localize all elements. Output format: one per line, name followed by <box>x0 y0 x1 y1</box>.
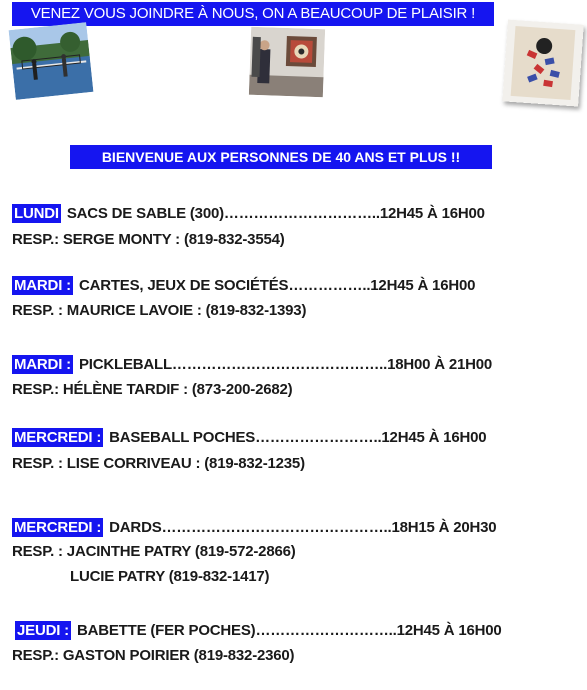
resp-line: RESP. : JACINTHE PATRY (819-572-2866) <box>12 543 296 560</box>
resp-line: RESP.: GASTON POIRIER (819-832-2360) <box>12 647 295 664</box>
resp-line: RESP.: HÉLÈNE TARDIF : (873-200-2682) <box>12 381 293 398</box>
schedule-line <box>15 621 502 641</box>
resp-line: RESP.: SERGE MONTY : (819-832-3554) <box>12 231 285 248</box>
schedule-line <box>12 428 486 448</box>
activity-text: PICKLEBALL……………………………………..18H00 À 21H00 <box>78 356 493 373</box>
outdoor-pickleball-photo <box>9 22 94 100</box>
header-banner: VENEZ VOUS JOINDRE À NOUS, ON A BEAUCOUP DE PLAISIR ! <box>12 2 494 26</box>
schedule-line <box>12 204 485 224</box>
activity-text: DARDS………………………………………..18H15 À 20H30 <box>109 519 497 536</box>
day-label: MARDI : <box>14 356 71 373</box>
cornhole-board-photo <box>502 19 584 106</box>
activity-text: CARTES, JEUX DE SOCIÉTÉS……………..12H45 À 16H00 <box>78 277 476 294</box>
day-label: MERCREDI : <box>14 519 102 536</box>
day-label: JEUDI : <box>17 622 69 639</box>
day-label: MARDI : <box>14 277 71 294</box>
activity-text: BASEBALL POCHES……………………..12H45 À 16H00 <box>109 429 487 446</box>
schedule-line <box>12 276 475 296</box>
resp-line: RESP. : MAURICE LAVOIE : (819-832-1393) <box>12 302 307 319</box>
resp-line-secondary: LUCIE PATRY (819-832-1417) <box>70 568 270 585</box>
resp-line: RESP. : LISE CORRIVEAU : (819-832-1235) <box>12 455 305 472</box>
day-label: LUNDI <box>14 205 59 222</box>
welcome-banner: BIENVENUE AUX PERSONNES DE 40 ANS ET PLUS !! <box>70 145 492 169</box>
day-label: MERCREDI : <box>14 429 102 446</box>
indoor-darts-photo <box>249 27 325 98</box>
schedule-line <box>12 355 492 375</box>
activity-text: SACS DE SABLE (300)…………………………..12H45 À 16H00 <box>66 205 485 222</box>
activity-text: BABETTE (FER POCHES)………………………..12H45 À 16H00 <box>76 622 502 639</box>
schedule-line <box>12 518 496 538</box>
